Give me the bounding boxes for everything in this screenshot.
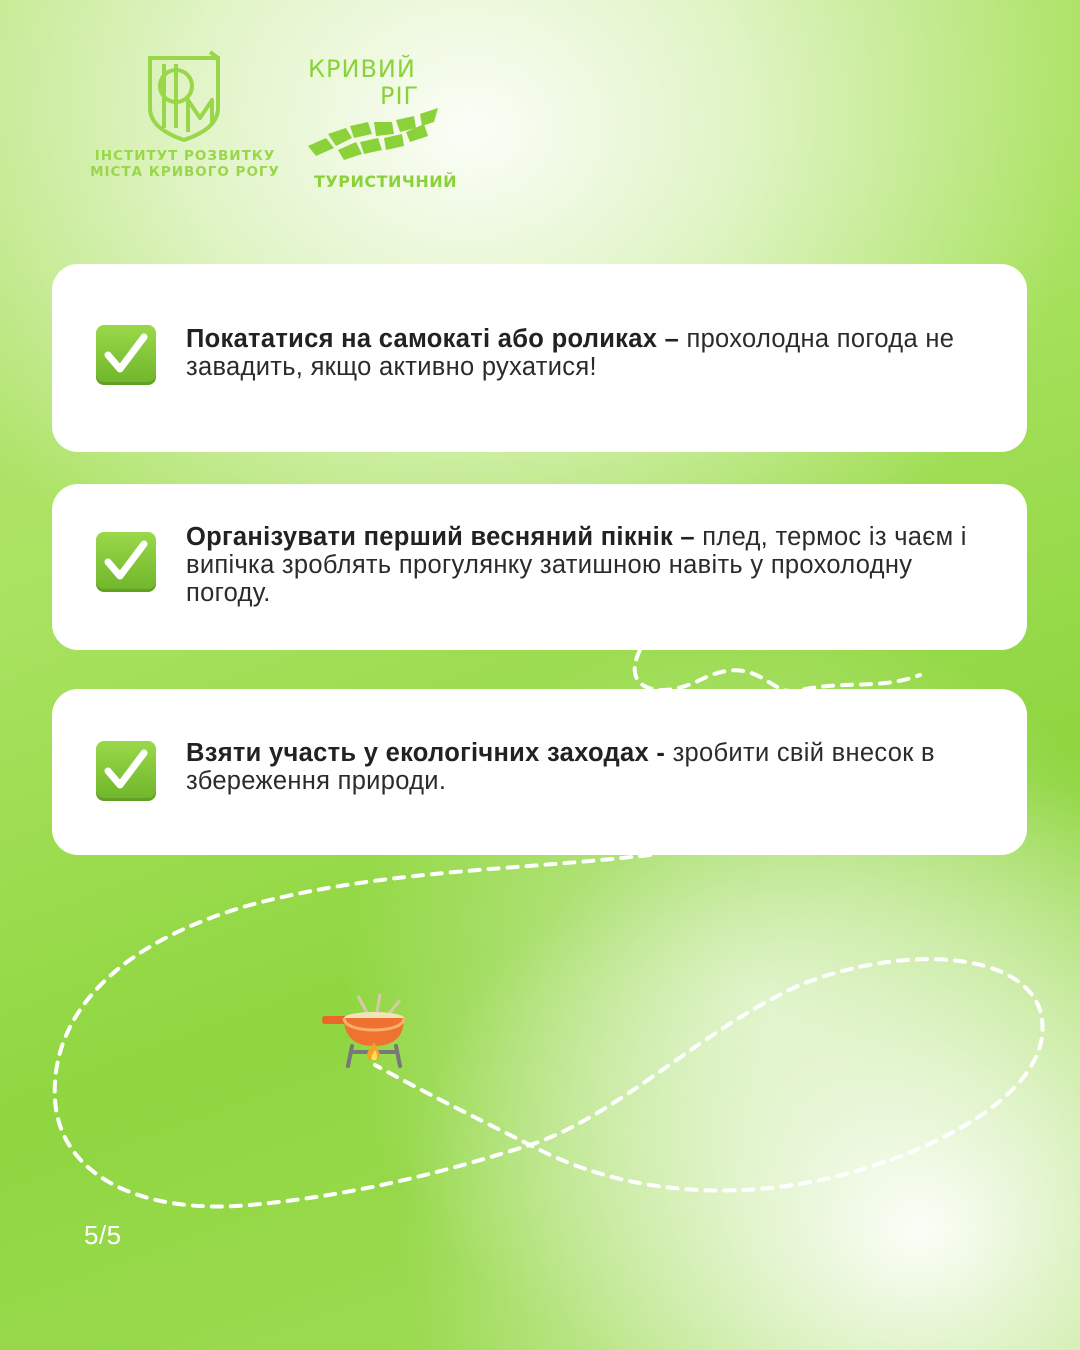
activity-card [52, 689, 1027, 855]
activity-description: плед, термос із чаєм і випічка зроблять прогулянку затишною навіть у прохолодну погоду. [186, 523, 967, 607]
tourism-title-line1: КРИВИЙ [308, 55, 416, 83]
institute-logo [90, 50, 280, 180]
tourism-title [308, 56, 448, 110]
irm-monogram-logo [144, 50, 224, 142]
institute-caption: ІНСТИТУТ РОЗВИТКУ МІСТА КРИВОГО РОГУ [90, 148, 280, 180]
activity-dash: - [649, 739, 673, 767]
fondue-pot-icon [318, 990, 418, 1072]
activity-text [186, 739, 987, 795]
check-mark-button-icon [96, 741, 156, 801]
activity-description: зробити свій внесок в збереження природи. [186, 739, 935, 795]
activity-title: Взяти участь у екологічних заходах [186, 739, 649, 767]
activity-dash: – [657, 325, 687, 353]
activity-card [52, 484, 1027, 650]
activity-card [52, 264, 1027, 452]
activity-title: Організувати перший весняний пікнік [186, 523, 674, 551]
tourism-title-line2: РІГ [380, 82, 420, 110]
activity-dash: – [673, 523, 703, 551]
page-indicator: 5/5 [84, 1220, 122, 1250]
tourism-logo [308, 55, 458, 191]
header-logos [90, 50, 470, 200]
activity-text [186, 325, 987, 381]
kryvyi-rih-wall-logo [304, 108, 444, 168]
activity-description: прохолодна погода не завадить, якщо активно рухатися! [186, 325, 955, 381]
check-mark-button-icon [96, 325, 156, 385]
activity-title: Покататися на самокаті або роликах [186, 325, 658, 353]
tourism-subtitle: ТУРИСТИЧНИЙ [314, 172, 458, 191]
check-mark-button-icon [96, 532, 156, 592]
activity-text [186, 523, 987, 607]
